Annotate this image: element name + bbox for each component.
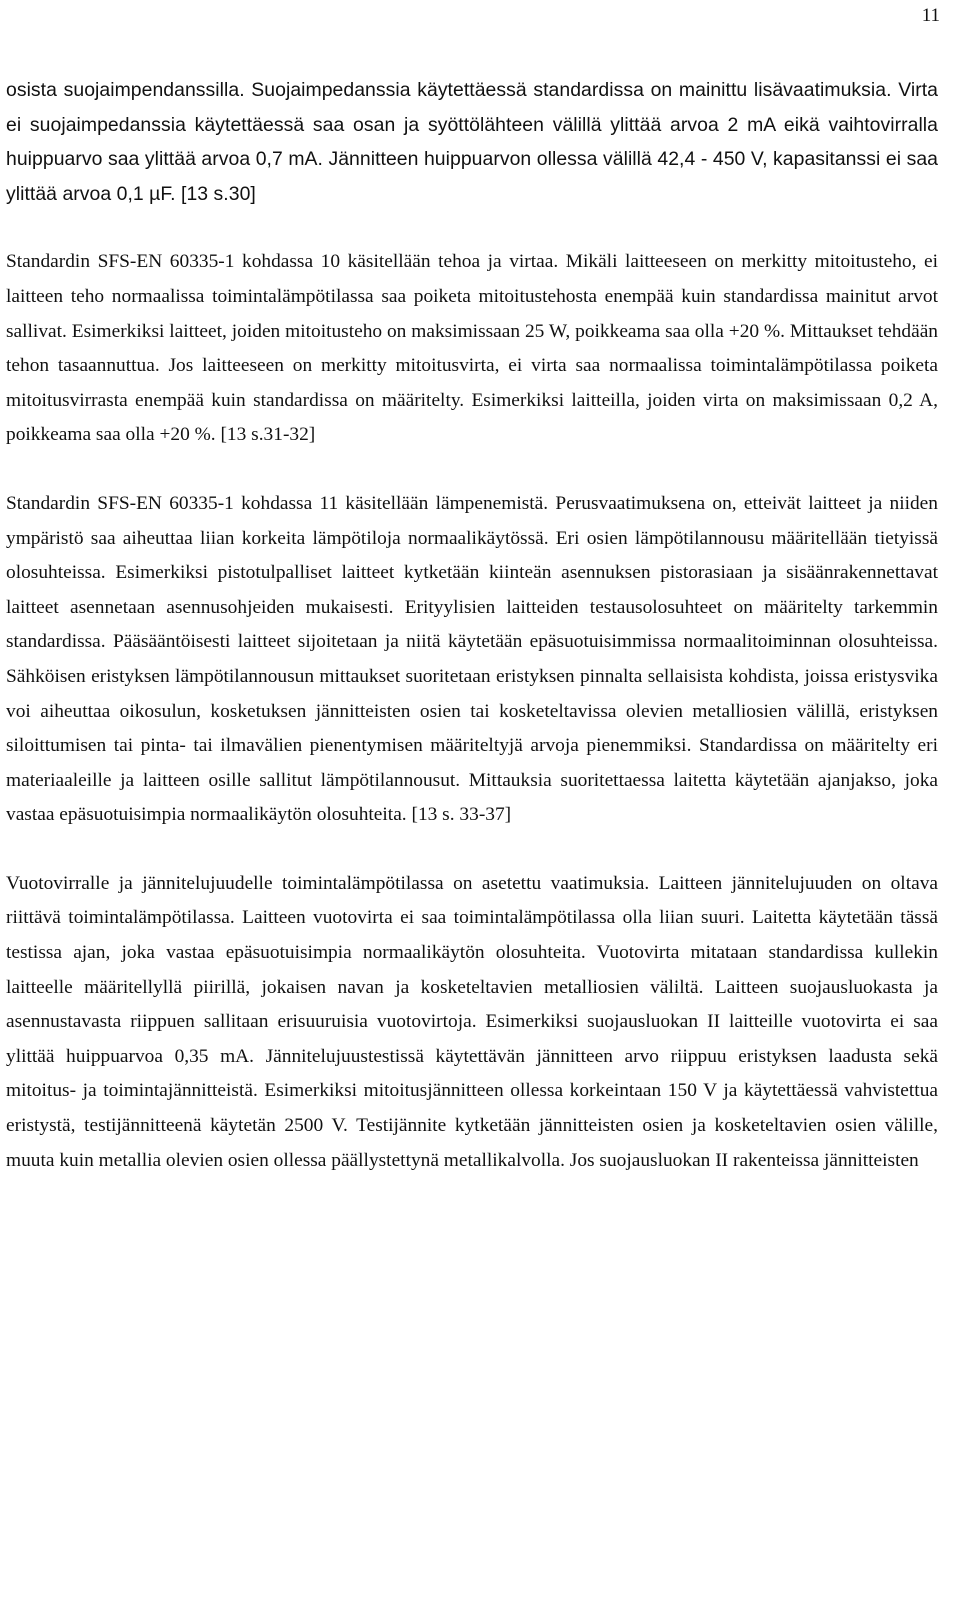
document-body [6, 73, 938, 1178]
page-number: 11 [921, 5, 940, 26]
paragraph-power-and-current: Standardin SFS-EN 60335-1 kohdassa 10 käsitellään tehoa ja virtaa. Mikäli laitteeseen on merkitty mitoitusteho, ei laitteen teho normaalissa toimintalämpötilassa saa poiketa mitoitustehosta enempää kuin standardissa mainitut arvot sallivat. Esimerkiksi laitteet, joiden mitoitusteho on maksimissaan 25 W, poikkeama saa olla +20 %. Mittaukset tehdään tehon tasaannuttua. Jos laitteeseen on merkitty mitoitusvirta, ei virta saa normaalissa toimintalämpötilassa poiketa mitoitusvirrasta enempää kuin standardissa on määritelty. Esimerkiksi laitteilla, joiden virta on maksimissaan 0,2 A, poikkeama saa olla +20 %. [13 s.31-32] [6, 251, 938, 446]
paragraph-leakage-and-electric-strength: Vuotovirralle ja jännitelujuudelle toimintalämpötilassa on asetettu vaatimuksia. Laitteen jännitelujuuden on oltava riittävä toimintalämpötilassa. Laitteen vuotovirta ei saa toimintalämpötilassa olla liian suuri. Laitetta käytetään tässä testissa ajan, joka vastaa epäsuotuisimpia normaalikäytön olosuhteita. Vuotovirta mitataan standardissa kullekin laitteelle määritellyllä piirillä, jokaisen navan ja kosketeltavien metalliosien väliltä. Laitteen suojausluokasta ja asennustavasta riippuen sallitaan erisuuruisia vuotovirtoja. Esimerkiksi suojausluokan II laitteille vuotovirta ei saa ylittää huippuarvoa 0,35 mA. Jännitelujuustestissä käytettävän jännitteen arvo riippuu eristyksen laadusta sekä mitoitus- ja toimintajännitteistä. Esimerkiksi mitoitusjännitteen ollessa korkeintaan 150 V ja käytettäessä vahvistettua eristystä, testijännitteenä käytetän 2500 V. Testijännite kytketään jännitteisten osien ja kosketeltavien osien välille, muuta kuin metallia olevien osien ollessa päällystettynä metallikalvolla. Jos suojausluokan II rakenteissa jännitteisten [6, 872, 938, 1171]
paragraph-leakage-current-intro: osista suojaimpendanssilla. Suojaimpedanssia käytettäessä standardissa on mainittu lisävaatimuksia. Virta ei suojaimpedanssia käytettäessä saa osan ja syöttölähteen välillä ylittää arvoa 2 mA eikä vaihtovirralla huippuarvo saa ylittää arvoa 0,7 mA. Jännitteen huippuarvon ollessa välillä 42,4 - 450 V, kapasitanssi ei saa ylittää arvoa 0,1 µF. [13 s.30] [6, 79, 938, 205]
paragraph-heating: Standardin SFS-EN 60335-1 kohdassa 11 käsitellään lämpenemistä. Perusvaatimuksena on, etteivät laitteet ja niiden ympäristö saa aiheuttaa liian korkeita lämpötiloja normaalikäytössä. Eri osien lämpötilannousu määritellään tietyissä olosuhteissa. Esimerkiksi pistotulpalliset laitteet kytketään kiinteän asennuksen pistorasiaan ja sisäänrakennettavat laitteet asennetaan asennusohjeiden mukaisesti. Erityylisien laitteiden testausolosuhteet on määritelty tarkemmin standardissa. Pääsääntöisesti laitteet sijoitetaan ja niitä käytetään epäsuotuisimmissa normaalitoiminnan olosuhteissa. Sähköisen eristyksen lämpötilannousun mittaukset suoritetaan eristyksen pinnalta sellaisista kohdista, joissa eristysvika voi aiheuttaa oikosulun, kosketuksen jännitteisten osien tai kosketeltavissa olevien metalliosien välillä, eristyksen siloittumisen tai pinta- tai ilmavälien pienentymisen määriteltyjä arvoja pienemmiksi. Standardissa on määritelty eri materiaaleille ja laitteen osille sallitut lämpötilannousut. Mittauksia suoritettaessa laitetta käytetään ajanjakso, joka vastaa epäsuotuisimpia normaalikäytön olosuhteita. [13 s. 33-37] [6, 492, 938, 826]
